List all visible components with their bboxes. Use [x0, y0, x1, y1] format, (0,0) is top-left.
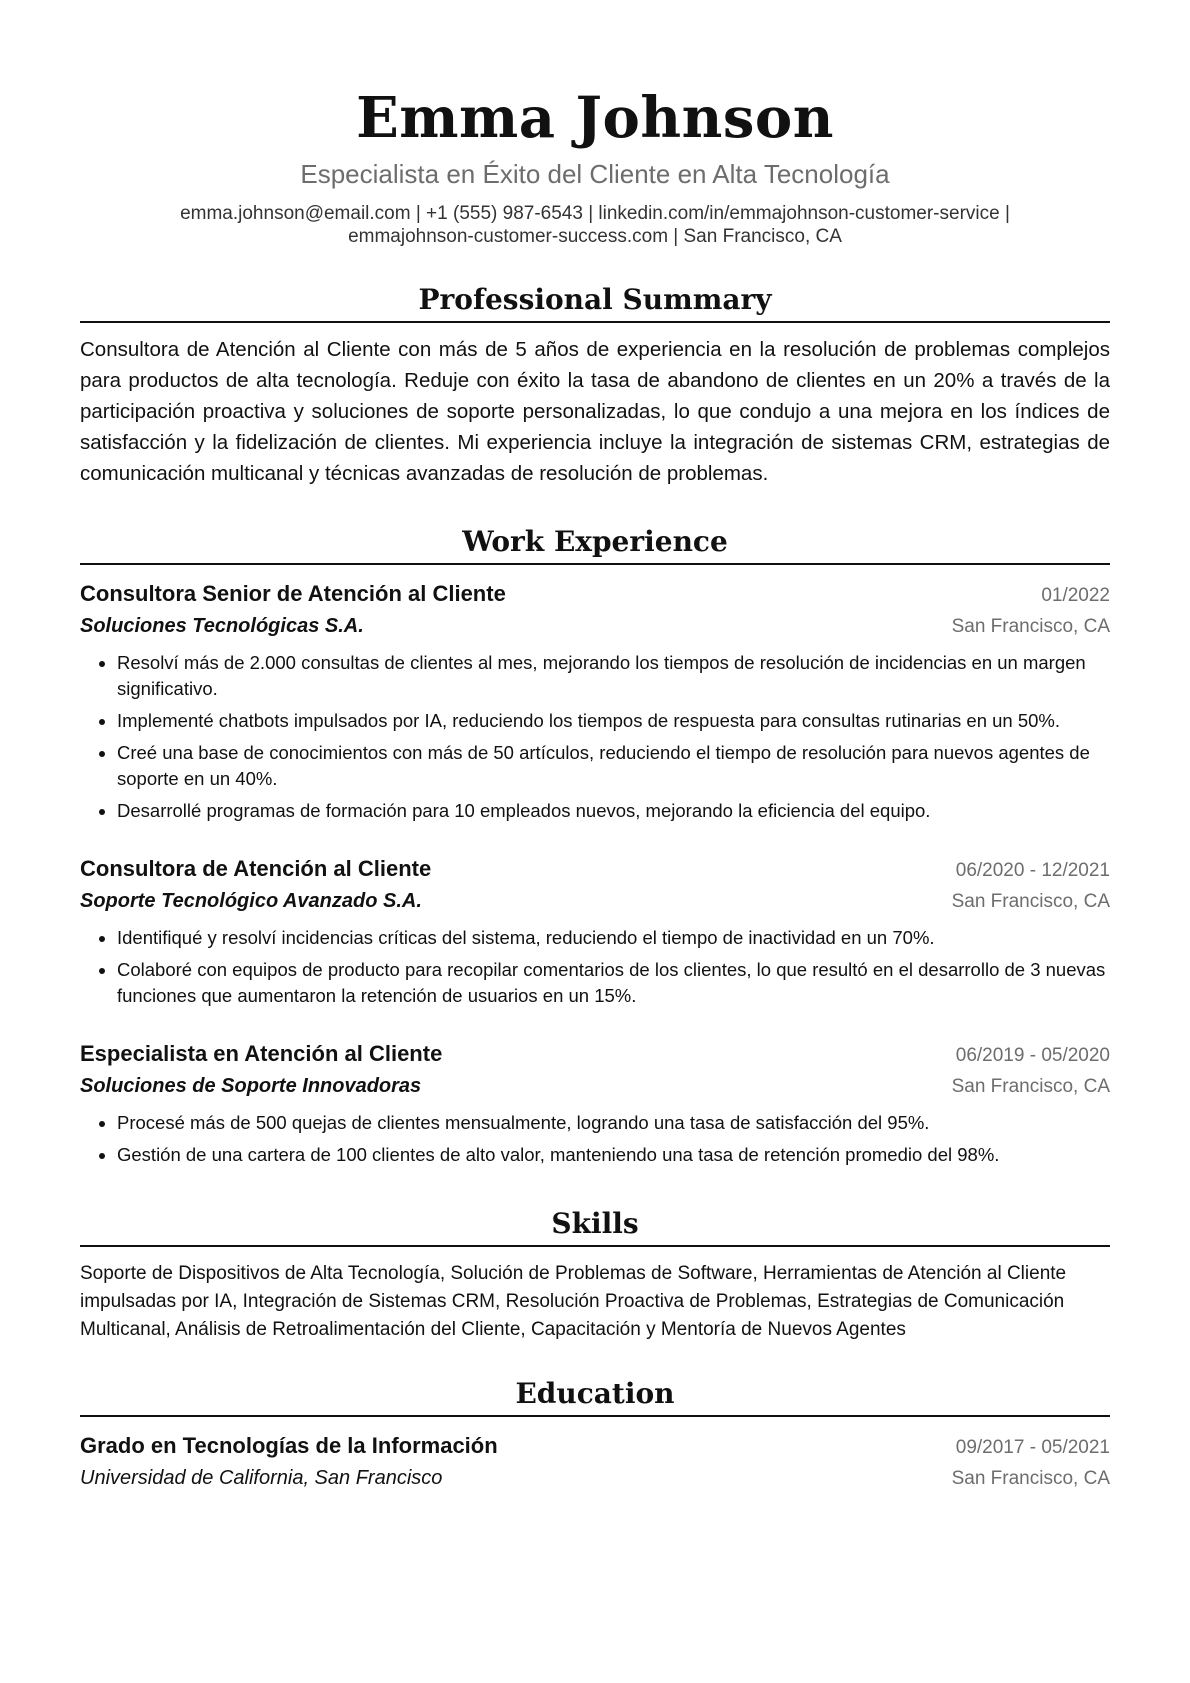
job-location: San Francisco, CA [951, 891, 1110, 912]
education-entry [80, 1431, 1110, 1494]
job-title: Consultora Senior de Atención al Cliente [80, 581, 506, 606]
resume-header [80, 0, 1110, 248]
company-name: Soluciones de Soporte Innovadoras [80, 1075, 422, 1097]
job-bullets [80, 925, 1110, 1009]
bullet-item: • Identifiqué y resolví incidencias críticas del sistema, reduciendo el tiempo de inactividad en un 70%. [117, 925, 1110, 951]
bullet-item: • Desarrollé programas de formación para 10 empleados nuevos, mejorando la eficiencia del equipo. [117, 798, 1110, 824]
candidate-name: Emma Johnson [356, 85, 834, 151]
company-name: Soluciones Tecnológicas S.A. [80, 615, 364, 637]
section-divider [80, 321, 1110, 323]
skills-text: Soporte de Dispositivos de Alta Tecnología, Solución de Problemas de Software, Herramientas de Atención al Cliente impulsadas por IA, Integración de Sistemas CRM, Resolución Proactiva de Problemas, Estrategias de Comunicación Multicanal, Análisis de Retroalimentación del Cliente, Capacitación y Mentoría de Nuevos Agentes [80, 1263, 1067, 1340]
job-location: San Francisco, CA [951, 1076, 1110, 1097]
contact-line: emma.johnson@email.com | +1 (555) 987-6543 | linkedin.com/in/emmajohnson-customer-service | [180, 203, 1010, 224]
education-date: 09/2017 - 05/2021 [955, 1437, 1110, 1458]
education-location: San Francisco, CA [951, 1468, 1110, 1489]
section-title: Skills [551, 1207, 639, 1240]
section-divider [80, 563, 1110, 565]
job-entry [80, 854, 1110, 1009]
education-section [80, 1376, 1110, 1494]
contact-info [80, 202, 1110, 248]
bullet-item: • Resolví más de 2.000 consultas de clientes al mes, mejorando los tiempos de resolución de incidencias en un margen significativo. [117, 650, 1110, 702]
bullet-item: • Gestión de una cartera de 100 clientes de alto valor, manteniendo una tasa de retención promedio del 98%. [117, 1142, 1110, 1168]
section-title: Work Experience [462, 525, 728, 558]
summary-section [80, 282, 1110, 489]
summary-text: Consultora de Atención al Cliente con más de 5 años de experiencia en la resolución de problemas complejos para productos de alta tecnología. Reduje con éxito la tasa de abandono de clientes en un 20% a través de la participación proactiva y soluciones de soporte personalizadas, lo que condujo a una mejora en los índices de satisfacción y la fidelización de clientes. Mi experiencia incluye la integración de sistemas CRM, estrategias de comunicación multicanal y técnicas avanzadas de resolución de problemas. [80, 338, 1110, 485]
bullet-item: • Creé una base de conocimientos con más de 50 artículos, reduciendo el tiempo de resolución para nuevos agentes de soporte en un 40%. [117, 740, 1110, 792]
section-divider [80, 1245, 1110, 1247]
job-bullets [80, 1110, 1110, 1168]
section-title: Professional Summary [418, 283, 772, 316]
job-entry [80, 579, 1110, 824]
section-title: Education [515, 1377, 675, 1410]
school-name: Universidad de California, San Francisco [80, 1467, 443, 1489]
job-location: San Francisco, CA [951, 616, 1110, 637]
degree-title: Grado en Tecnologías de la Información [80, 1433, 498, 1458]
work-experience-section [80, 524, 1110, 1168]
section-divider [80, 1415, 1110, 1417]
job-bullets [80, 650, 1110, 824]
bullet-item: • Implementé chatbots impulsados por IA, reduciendo los tiempos de respuesta para consultas rutinarias en un 50%. [117, 708, 1110, 734]
job-date: 06/2019 - 05/2020 [955, 1045, 1110, 1066]
contact-line: emmajohnson-customer-success.com | San Francisco, CA [348, 226, 842, 247]
job-entry [80, 1039, 1110, 1168]
job-title: Especialista en Atención al Cliente [80, 1041, 443, 1066]
skills-section [80, 1206, 1110, 1344]
bullet-item: • Colaboré con equipos de producto para recopilar comentarios de los clientes, lo que resultó en el desarrollo de 3 nuevas funciones que aumentaron la retención de usuarios en un 15%. [117, 957, 1110, 1009]
job-title: Consultora de Atención al Cliente [80, 856, 432, 881]
bullet-item: • Procesé más de 500 quejas de clientes mensualmente, logrando una tasa de satisfacción del 95%. [117, 1110, 1110, 1136]
company-name: Soporte Tecnológico Avanzado S.A. [80, 890, 422, 912]
job-date: 01/2022 [1041, 585, 1110, 606]
candidate-subtitle: Especialista en Éxito del Cliente en Alta Tecnología [300, 159, 890, 189]
job-date: 06/2020 - 12/2021 [955, 860, 1110, 881]
